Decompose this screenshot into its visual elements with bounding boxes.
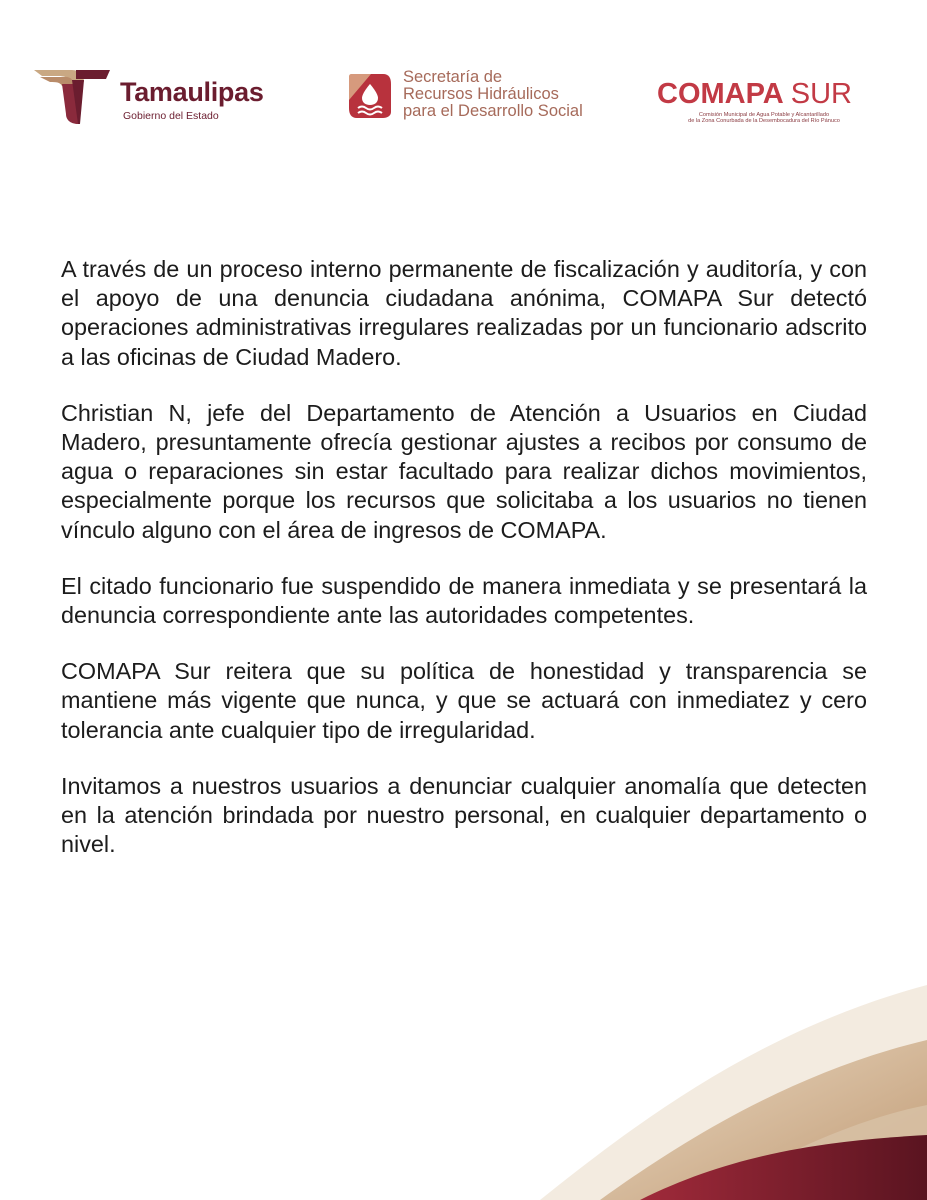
comapa-name-bold: COMAPA: [657, 78, 783, 110]
comapa-subtitle-line-2: de la Zona Conurbada de la Desembocadura del Río Pánuco: [688, 118, 840, 125]
paragraph-3: El citado funcionario fue suspendido de manera inmediata y se presentará la denuncia correspondiente ante las autoridades competentes.: [61, 572, 867, 629]
comapa-subtitle-line-1: Comisión Municipal de Agua Potable y Alcantarillado: [698, 112, 830, 118]
paragraph-5: Invitamos a nuestros usuarios a denunciar cualquier anomalía que detecten en la atención brindada por nuestro personal, en cualquier departamento o nivel.: [61, 772, 867, 858]
tamaulipas-subtitle: Gobierno del Estado: [123, 110, 219, 122]
paragraph-1: A través de un proceso interno permanente de fiscalización y auditoría, y con el apoyo de una denuncia ciudadana anónima, COMAPA Sur detectó operaciones administrativas irregulares realizadas por un funcionario adscrito a las oficinas de Ciudad Madero.: [61, 256, 867, 370]
tamaulipas-name: Tamaulipas: [120, 77, 264, 107]
comapa-name-light: SUR: [790, 78, 852, 110]
secretaria-line-1: Secretaría de: [403, 68, 503, 86]
paragraph-2: Christian N, jefe del Departamento de Atención a Usuarios en Ciudad Madero, presuntamente ofrecía gestionar ajustes a recibos por consumo de agua o reparaciones sin estar facultado para realizar dichos movimientos, especialmente porque los recursos que solicitaba a los usuarios no tienen vínculo alguno con el área de ingresos de COMAPA.: [61, 399, 867, 543]
secretaria-line-3: para el Desarrollo Social: [403, 102, 583, 120]
paragraph-4: COMAPA Sur reitera que su política de honestidad y transparencia se mantiene más vigente que nunca, y que se actuará con inmediatez y cero tolerancia ante cualquier tipo de irregularidad.: [61, 658, 867, 743]
secretaria-line-2: Recursos Hidráulicos: [403, 85, 559, 103]
